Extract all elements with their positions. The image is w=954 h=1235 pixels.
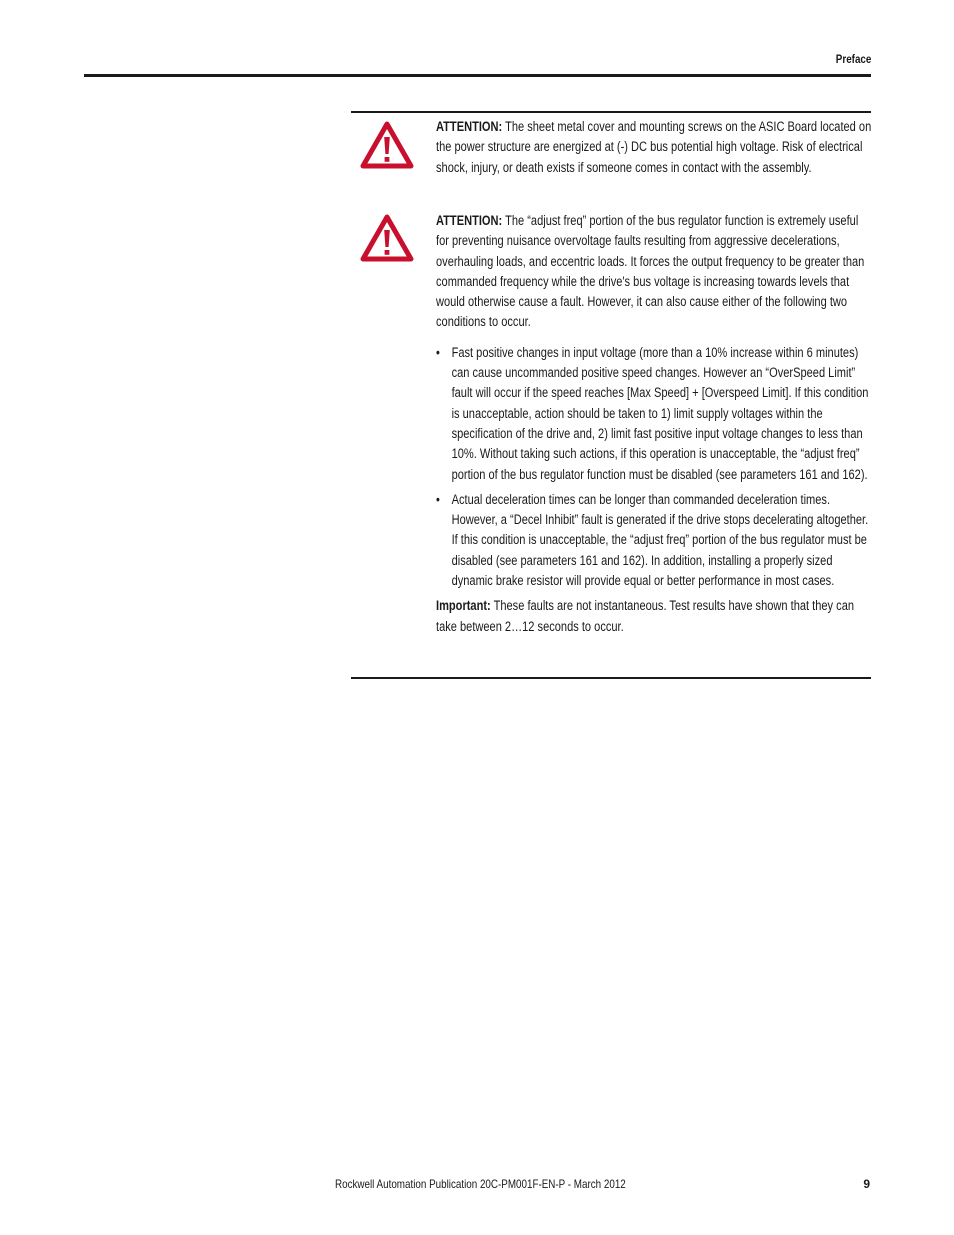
warning-triangle-icon: [360, 121, 414, 169]
list-item: • Fast positive changes in input voltage (more than a 10% increase within 6 minutes) can cause uncommanded positive speed changes. However an “OverSpeed Limit” fault will occur if the speed reaches [Max Speed] + [Overspeed Limit]. If this condition is unacceptable, action should be taken to 1) limit supply voltages within the specification of the drive and, 2) limit fast positive input voltage changes to less than 10%. Without taking such actions, if this operation is unacceptable, the “adjust freq” portion of the bus regulator function must be disabled (see parameters 161 and 162).: [436, 343, 872, 485]
warning-triangle-icon: [360, 214, 414, 262]
attention-paragraph-2: [436, 211, 872, 333]
attention-text: The “adjust freq” portion of the bus regulator function is extremely useful for preventing nuisance overvoltage faults resulting from aggressive decelerations, overhauling loads, and eccentric loads. It forces the output frequency to be greater than commanded frequency while the drive's bus voltage is increasing towards levels that would otherwise cause a fault. However, it can also cause either of the following two conditions to occur.: [436, 213, 865, 330]
footer-page-number: 9: [863, 1177, 870, 1191]
important-text: These faults are not instantaneous. Test results have shown that they can take between 2…12 seconds to occur.: [436, 598, 855, 634]
conditions-list: [436, 343, 872, 592]
attention-label: ATTENTION:: [436, 119, 503, 134]
attention-block-2: [436, 211, 872, 637]
attention-block-1: [436, 117, 872, 178]
attention-box-bottom-rule: [351, 677, 871, 679]
page-header-title: Preface: [835, 52, 871, 66]
list-item: • Actual deceleration times can be longer than commanded deceleration times. However, a “Decel Inhibit” fault is generated if the drive stops decelerating altogether. If this condition is unacceptable, the “adjust freq” portion of the bus regulator must be disabled (see parameters 161 and 162). In addition, installing a properly sized dynamic brake resistor will provide equal or better performance in most cases.: [436, 490, 872, 591]
important-label: Important:: [436, 598, 491, 614]
header-rule: [84, 74, 871, 77]
attention-paragraph-1: [436, 117, 872, 178]
footer-publication: Rockwell Automation Publication 20C-PM001F-EN-P - March 2012: [335, 1177, 626, 1191]
attention-label: ATTENTION:: [436, 213, 503, 228]
attention-text: The sheet metal cover and mounting screws on the ASIC Board located on the power structure are energized at (-) DC bus potential high voltage. Risk of electrical shock, injury, or death exists if someone comes in contact with the assembly.: [436, 119, 872, 175]
important-note: [436, 596, 872, 637]
attention-box-top-rule: [351, 111, 871, 113]
